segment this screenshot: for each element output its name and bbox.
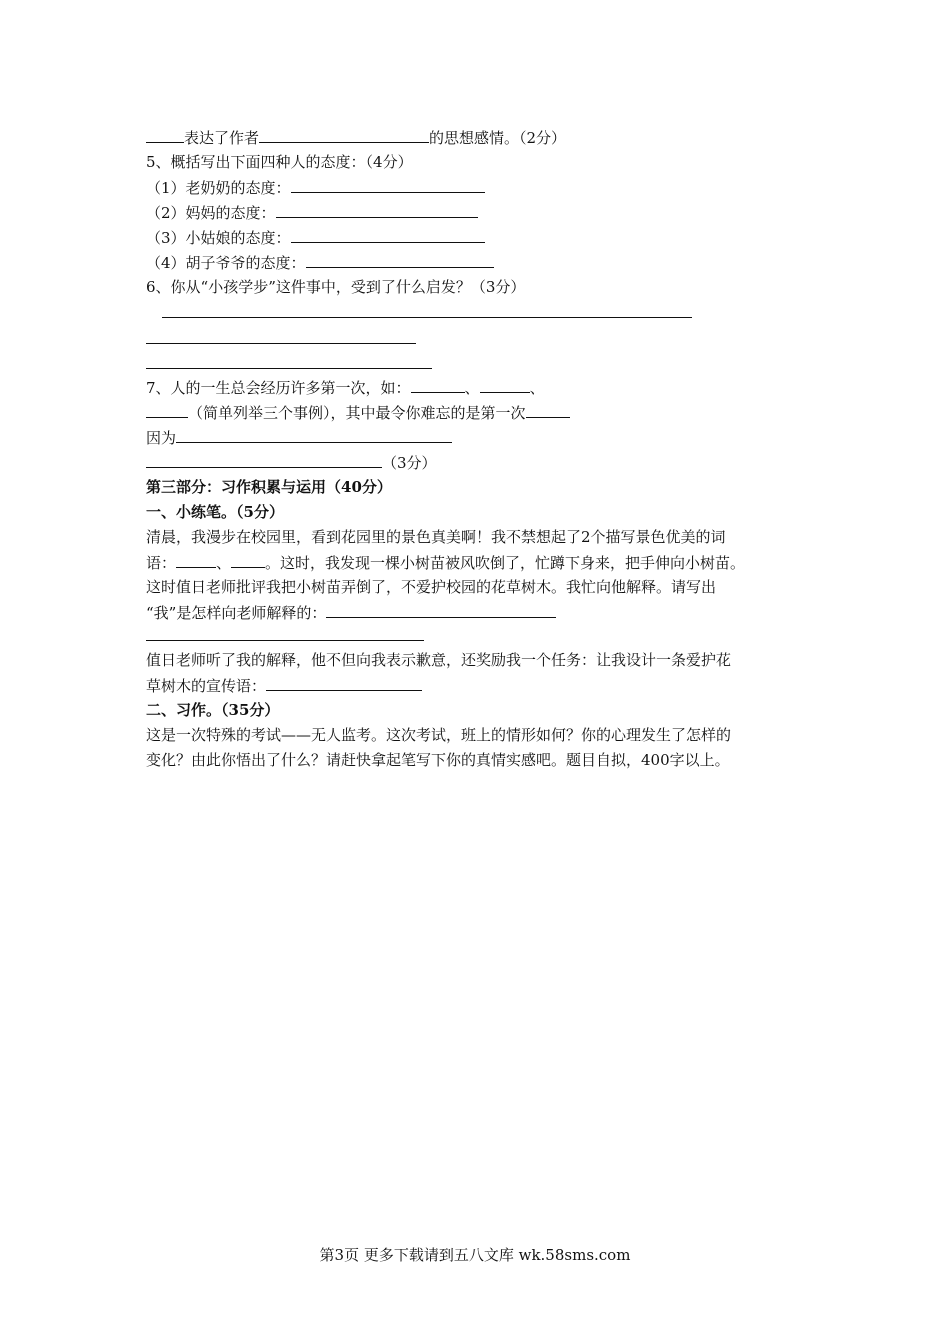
page-footer: 第3页 更多下载请到五八文库 wk.58sms.com: [319, 1246, 631, 1264]
question-5-item-4: （4）胡子爷爷的态度：: [146, 252, 494, 273]
answer-blank[interactable]: [326, 602, 556, 618]
paragraph-1-line-1: 清晨，我漫步在校园里，看到花园里的景色真美啊！我不禁想起了2个描写景色优美的词: [146, 528, 726, 546]
section-2-title: 二、习作。（35分）: [146, 701, 280, 719]
question-6-title: 6、你从“小孩学步”这件事中，受到了什么启发？（3分）: [146, 278, 526, 296]
question-7-line-2: （简单列举三个事例），其中最令你难忘的是第一次: [146, 402, 570, 423]
answer-line[interactable]: [146, 343, 416, 344]
question-7-line-1: 7、人的一生总会经历许多第一次，如： 、 、: [146, 379, 545, 397]
answer-blank[interactable]: [146, 402, 188, 418]
answer-line[interactable]: [146, 640, 424, 641]
answer-blank[interactable]: [176, 552, 216, 568]
answer-blank[interactable]: [411, 377, 465, 393]
paragraph-3-line-2: 变化？由此你悟出了什么？请赶快拿起笔写下你的真情实感吧。题目自拟，400字以上。: [146, 751, 730, 769]
answer-line[interactable]: [162, 317, 692, 318]
answer-blank[interactable]: [176, 427, 452, 443]
answer-blank[interactable]: [291, 227, 485, 243]
question-5-item-2: （2）妈妈的态度：: [146, 202, 478, 223]
answer-blank[interactable]: [276, 202, 478, 218]
paragraph-3-line-1: 这是一次特殊的考试——无人监考。这次考试，班上的情形如何？你的心理发生了怎样的: [146, 726, 732, 744]
answer-blank[interactable]: [526, 402, 570, 418]
section-1-title: 一、小练笔。（5分）: [146, 503, 284, 521]
question-7-line-3: 因为: [146, 427, 452, 448]
line-expressed-feeling: 表达了作者 的思想感情。（2分）: [146, 127, 566, 148]
answer-blank[interactable]: [266, 675, 422, 691]
paragraph-1-line-2: 语： 、 。这时，我发现一棵小树苗被风吹倒了，忙蹲下身来，把手伸向小树苗。: [146, 554, 746, 572]
part-3-title: 第三部分：习作积累与运用（40分）: [146, 478, 392, 496]
paragraph-1-line-3: 这时值日老师批评我把小树苗弄倒了，不爱护校园的花草树木。我忙向他解释。请写出: [146, 578, 717, 596]
answer-blank[interactable]: [259, 127, 429, 143]
answer-blank[interactable]: [480, 377, 530, 393]
paragraph-2-line-1: 值日老师听了我的解释，他不但向我表示歉意，还奖励我一个任务：让我设计一条爱护花: [146, 651, 732, 669]
answer-blank[interactable]: [231, 552, 265, 568]
question-5-item-3: （3）小姑娘的态度：: [146, 227, 485, 248]
question-5-item-1: （1）老奶奶的态度：: [146, 177, 485, 198]
paragraph-2-line-2: 草树木的宣传语：: [146, 675, 422, 696]
question-7-line-4: （3分）: [146, 452, 437, 473]
answer-line[interactable]: [146, 368, 432, 369]
paragraph-1-line-4: “我”是怎样向老师解释的：: [146, 602, 556, 623]
answer-blank[interactable]: [306, 252, 494, 268]
answer-blank[interactable]: [291, 177, 485, 193]
answer-blank[interactable]: [146, 127, 184, 143]
answer-blank[interactable]: [146, 452, 382, 468]
question-5-title: 5、概括写出下面四种人的态度：（4分）: [146, 153, 413, 171]
